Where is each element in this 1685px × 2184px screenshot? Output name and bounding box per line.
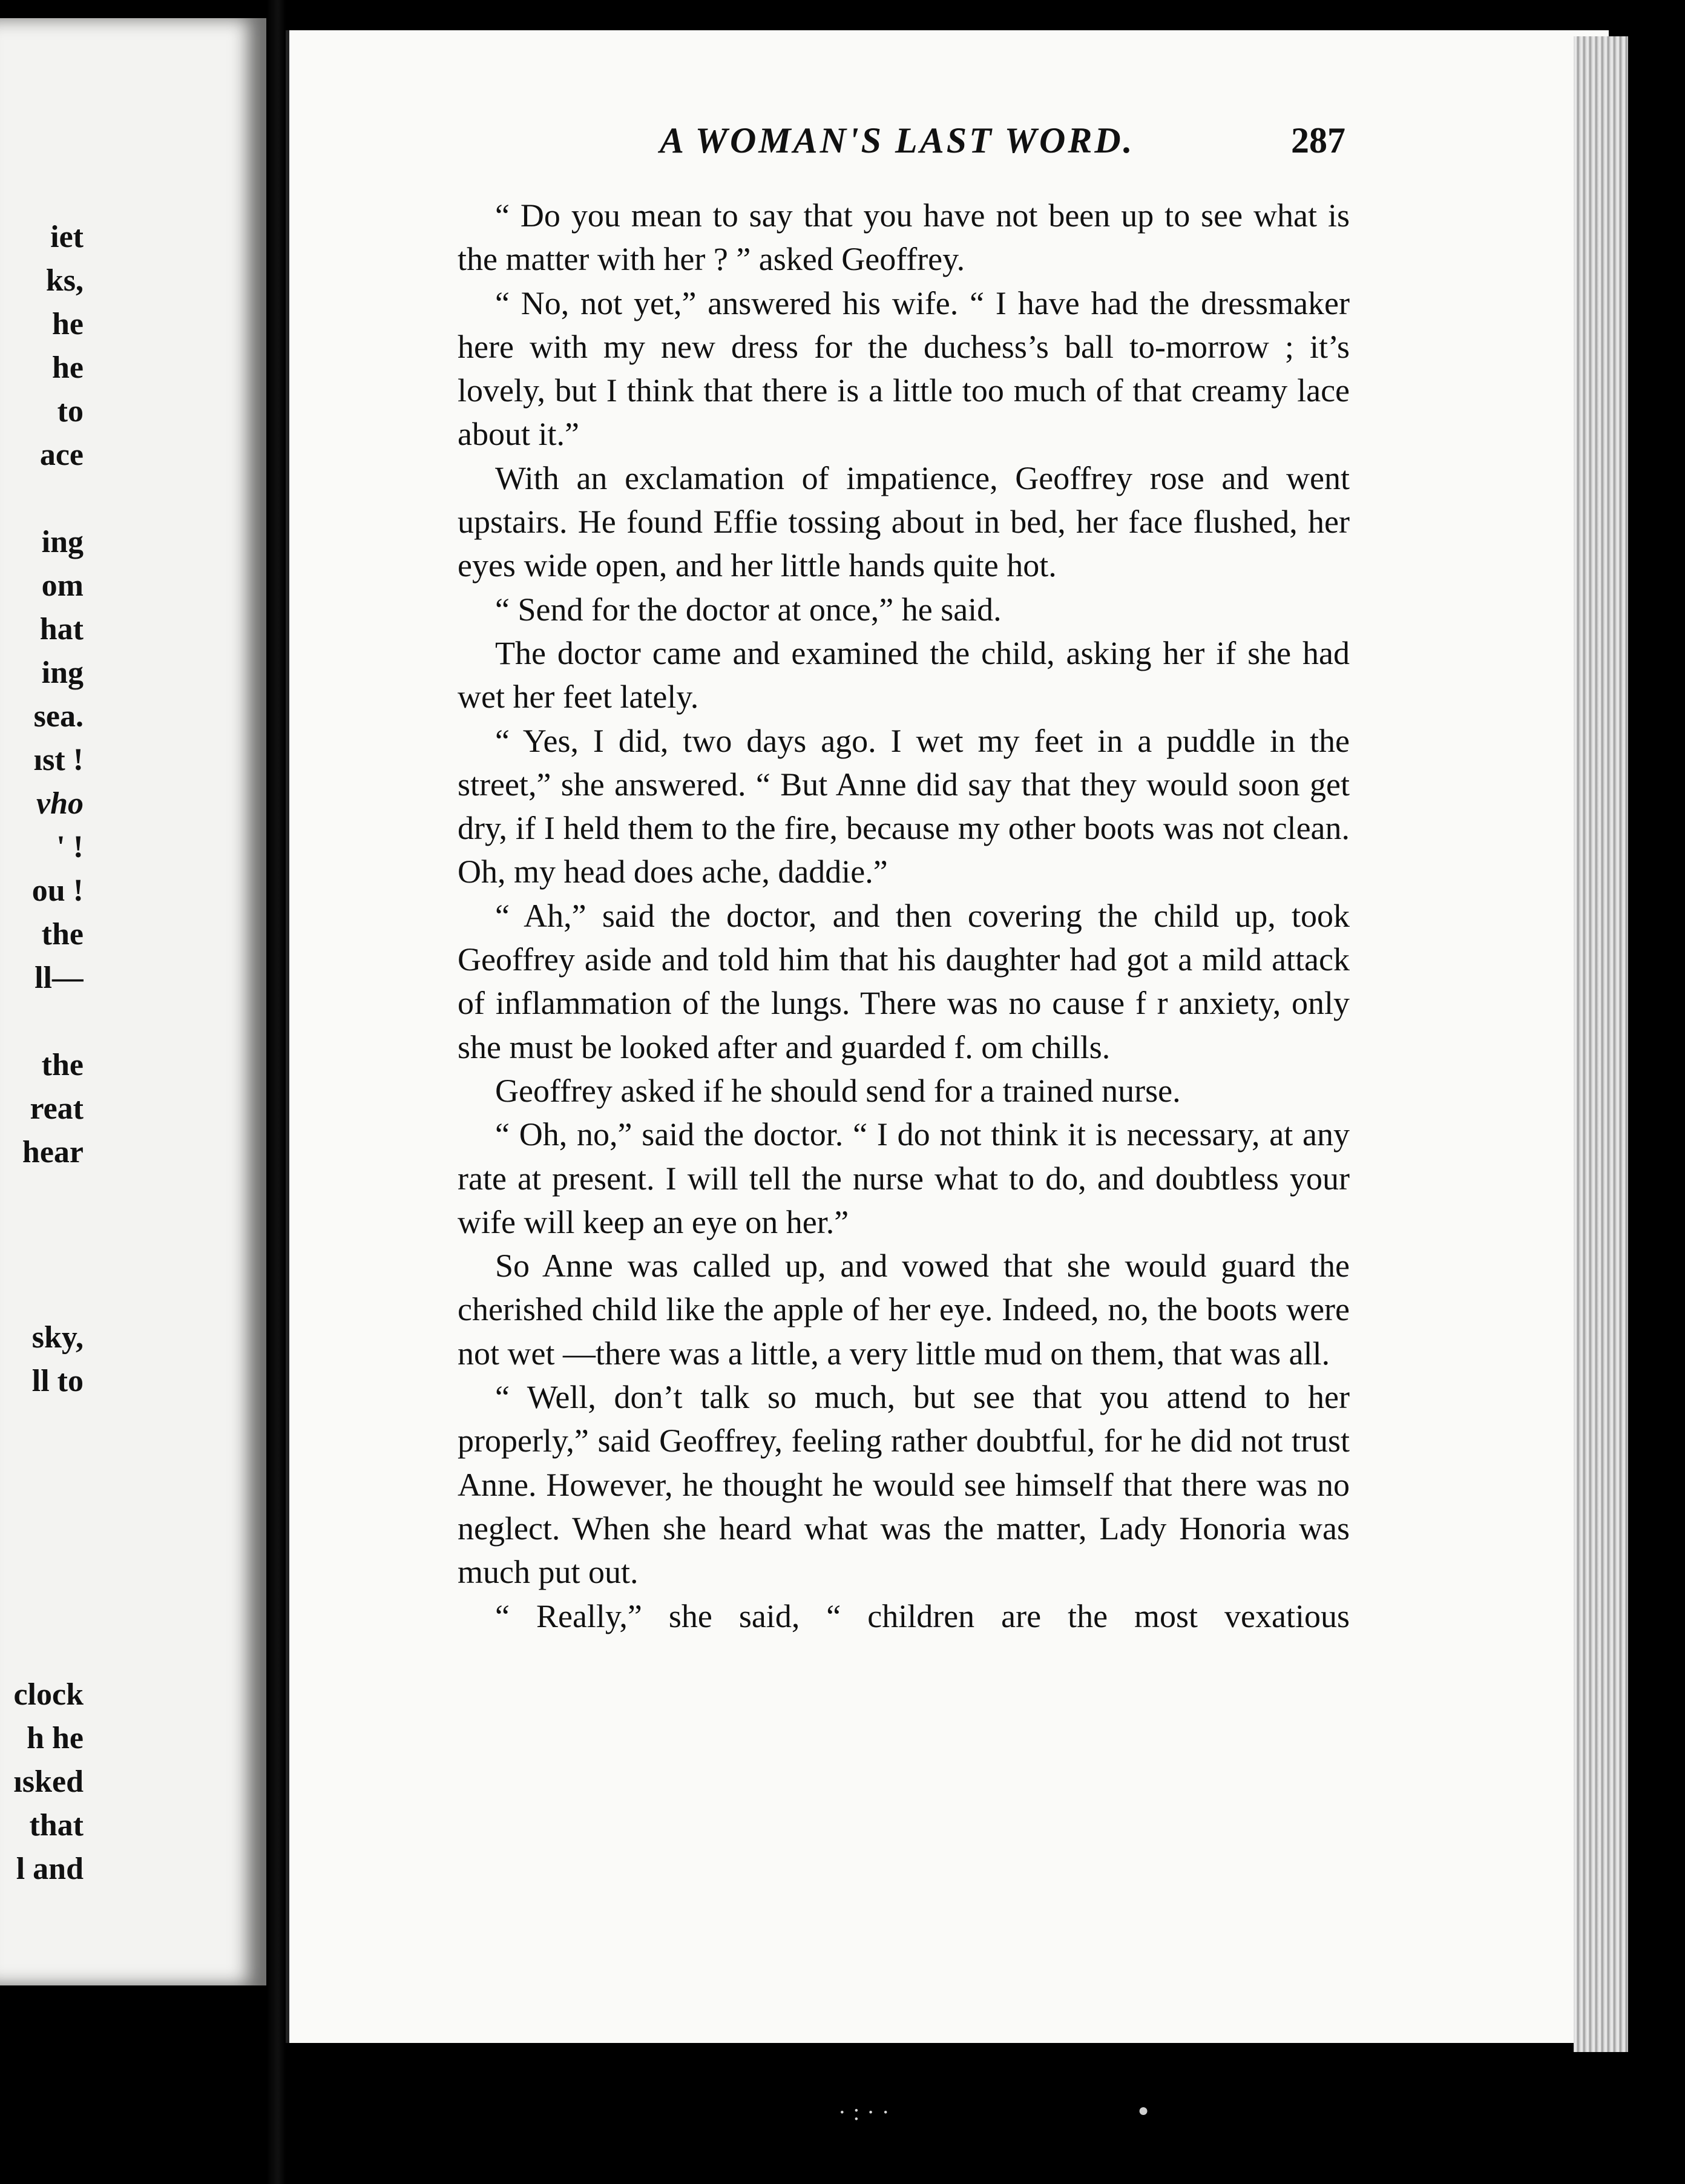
left-page-fragment: ace <box>39 438 84 472</box>
paragraph: “ Well, don’t talk so much, but see that you attend to her properly,” said Geoffrey, feeling rather doubtful, for he did not trust Anne. However, he thought he would see himself that there was no neglect. When she heard what was the matter, Lady Honoria was much put out. <box>458 1379 1350 1591</box>
left-page-fragment: to <box>57 394 84 429</box>
left-page-fragment: sea. <box>33 699 84 734</box>
paragraph: “ Send for the doctor at once,” he said. <box>495 591 1002 628</box>
left-page-fragment: he <box>52 307 84 341</box>
scan-speck: ● <box>1138 2100 1149 2120</box>
paragraph: “ No, not yet,” answered his wife. “ I have had the dressmaker here with my new dress for the duchess’s ball to-morrow ; it’s lovely, but I think that there is a little too much of that creamy lace about it.” <box>458 285 1350 453</box>
left-page-fragment: the <box>41 917 84 952</box>
page-edges <box>1574 36 1628 2052</box>
paragraph: “ Really,” she said, “ children are the most vexatious <box>495 1597 1350 1634</box>
left-page-fragment: sky, <box>31 1320 84 1355</box>
left-page-fragment: clock <box>13 1677 84 1712</box>
left-page-fragment: ısked <box>13 1765 84 1799</box>
left-page-fragment: hear <box>22 1135 84 1169</box>
left-page-fragment: l and <box>16 1852 84 1886</box>
paragraph: The doctor came and examined the child, asking her if she had wet her feet lately. <box>458 634 1350 715</box>
left-page-fragment: iet <box>50 220 84 254</box>
left-page-fragment: the <box>41 1048 84 1082</box>
left-page-fragment: ll to <box>31 1364 84 1398</box>
left-page-fragment: vho <box>36 786 84 821</box>
paragraph: “ Ah,” said the doctor, and then covering the child up, took Geoffrey aside and told him that his daughter had got a mild attack of inflammation of the lungs. There was no cause f r anxiety, only she must be looked after and guarded f. om chills. <box>458 897 1350 1065</box>
left-page-fragment: ou ! <box>31 873 84 908</box>
paragraph: Geoffrey asked if he should send for a trained nurse. <box>495 1072 1181 1109</box>
paragraph: “ Do you mean to say that you have not been up to see what is the matter with her ? ” asked Geoffrey. <box>458 197 1350 278</box>
left-page-fragment: he <box>52 350 84 385</box>
page-number: 287 <box>1291 120 1345 160</box>
left-facing-page <box>0 18 266 1985</box>
left-page-fragment: ıst ! <box>33 743 84 777</box>
left-page-fragment: reat <box>30 1091 84 1126</box>
scan-specks: ·:·· <box>838 2100 897 2125</box>
left-page-fragment: ks, <box>45 263 84 298</box>
running-head: A WOMAN'S LAST WORD. <box>660 120 1135 160</box>
book-gutter <box>266 0 286 2184</box>
paragraph: So Anne was called up, and vowed that she would guard the cherished child like the apple of her eye. Indeed, no, the boots were not wet —there was a little, a very little mud on them, that was all. <box>458 1248 1350 1372</box>
left-page-fragment: hat <box>39 612 84 646</box>
left-page-fragment: that <box>29 1808 84 1843</box>
left-page-fragment: ll— <box>34 961 84 995</box>
body-text <box>458 194 1350 1638</box>
left-page-fragment: ing <box>41 525 84 559</box>
left-page-fragment: ' ! <box>56 830 84 864</box>
left-page-fragment: om <box>41 568 84 603</box>
left-page-fragment: h he <box>27 1721 84 1755</box>
left-page-fragment: ing <box>41 656 84 690</box>
paragraph: “ Oh, no,” said the doctor. “ I do not think it is necessary, at any rate at present. I will tell the nurse what to do, and doubtless your wife will keep an eye on her.” <box>458 1116 1350 1240</box>
paragraph: “ Yes, I did, two days ago. I wet my feet in a puddle in the street,” she answered. “ But Anne did say that they would soon get dry, if I held them to the fire, because my other boots was not clean. Oh, my head does ache, daddie.” <box>458 722 1350 890</box>
paragraph: With an exclamation of impatience, Geoffrey rose and went upstairs. He found Effie tossing about in bed, her face flushed, her eyes wide open, and her little hands quite hot. <box>458 459 1350 584</box>
